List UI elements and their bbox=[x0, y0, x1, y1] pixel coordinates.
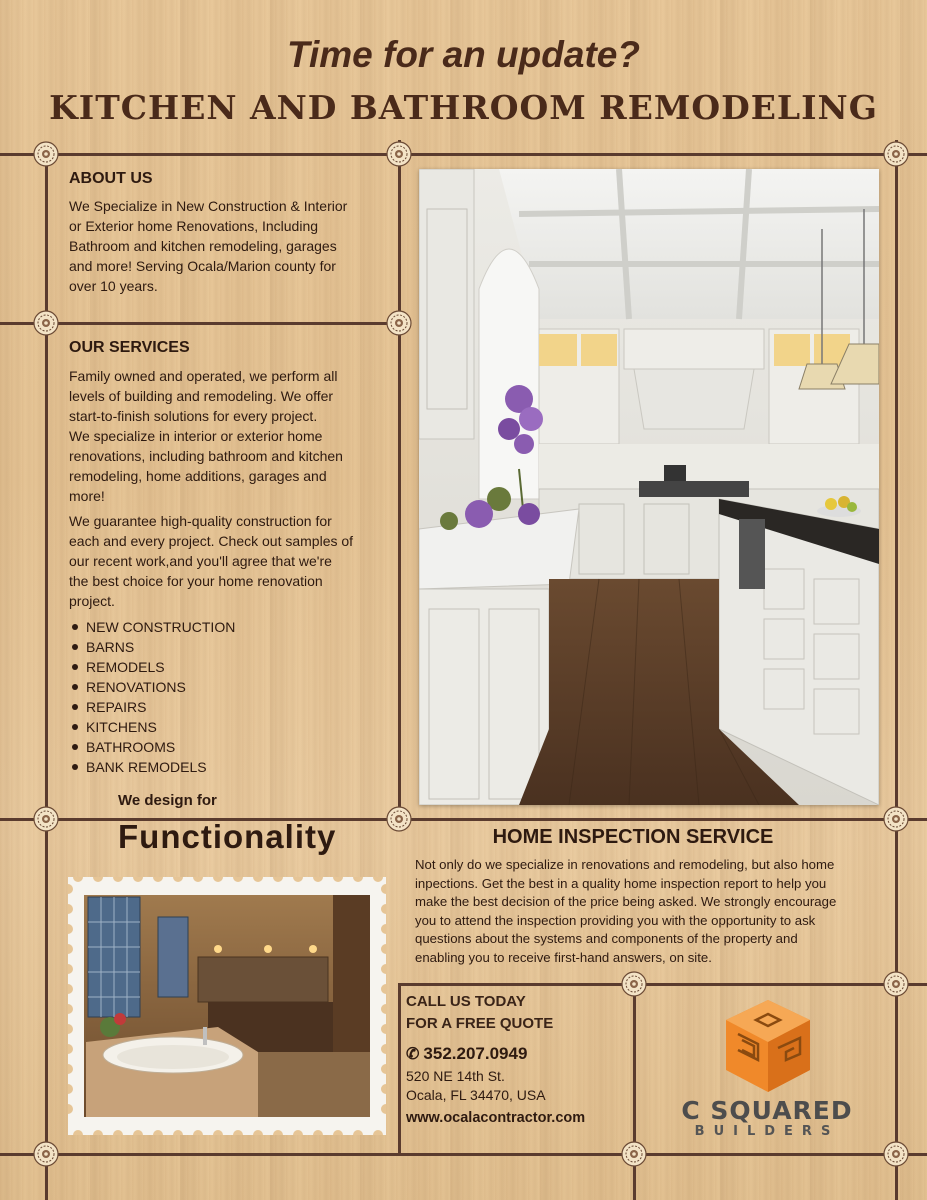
functionality-heading: Functionality bbox=[118, 818, 337, 855]
list-item: NEW CONSTRUCTION bbox=[72, 617, 235, 637]
address-line-1: 520 NE 14th St. bbox=[406, 1068, 505, 1084]
phone-number[interactable] bbox=[406, 1044, 527, 1064]
text-line: We guarantee high-quality construction for bbox=[69, 513, 332, 529]
frame-line-center bbox=[398, 140, 401, 820]
rosette-ornament bbox=[386, 310, 412, 336]
page-title: KITCHEN AND BATHROOM REMODELING bbox=[49, 88, 878, 127]
text-line: We specialize in interior or exterior home bbox=[69, 428, 323, 444]
rosette-ornament bbox=[33, 310, 59, 336]
inspection-title: HOME INSPECTION SERVICE bbox=[492, 826, 774, 848]
rosette-ornament bbox=[33, 141, 59, 167]
text-line: our recent work,and you'll agree that we're bbox=[69, 553, 332, 569]
rosette-ornament bbox=[33, 1141, 59, 1167]
address-line-2: Ocala, FL 34470, USA bbox=[406, 1087, 546, 1103]
text-line: project. bbox=[69, 593, 115, 609]
design-lead-text: We design for bbox=[118, 792, 217, 809]
rosette-ornament bbox=[883, 1141, 909, 1167]
frame-line-contact-left bbox=[398, 983, 401, 1153]
list-item: BARNS bbox=[72, 637, 235, 657]
list-item: REPAIRS bbox=[72, 697, 235, 717]
brand-name: C SQUARED bbox=[681, 1096, 853, 1125]
rosette-ornament bbox=[386, 141, 412, 167]
text-line: levels of building and remodeling. We offer bbox=[69, 388, 334, 404]
rosette-ornament bbox=[883, 806, 909, 832]
text-line: remodeling, home additions, garages and bbox=[69, 468, 327, 484]
text-line: and more! Serving Ocala/Marion county for bbox=[69, 258, 336, 274]
text-line: each and every project. Check out samples of bbox=[69, 533, 354, 549]
kitchen-photo bbox=[419, 169, 879, 805]
website-link[interactable]: www.ocalacontractor.com bbox=[406, 1110, 586, 1126]
services-list bbox=[72, 617, 235, 777]
phone-icon: ✆ bbox=[406, 1046, 420, 1063]
list-item: KITCHENS bbox=[72, 717, 235, 737]
frame-line-contact-top bbox=[398, 983, 927, 986]
rosette-ornament bbox=[33, 806, 59, 832]
services-paragraph-1 bbox=[69, 366, 389, 506]
text-line: inpections. Get the best in a quality home inspection report to help you bbox=[415, 875, 827, 891]
text-line: Family owned and operated, we perform all bbox=[69, 368, 338, 384]
text-line: enabling you to receive first-hand answers, on site. bbox=[415, 949, 712, 965]
call-to-action-line-1: CALL US TODAY bbox=[406, 993, 526, 1010]
about-title: ABOUT US bbox=[69, 170, 153, 187]
text-line: or Exterior home Renovations, Including bbox=[69, 218, 319, 234]
text-line: We Specialize in New Construction & Interior bbox=[69, 198, 348, 214]
list-item: BANK REMODELS bbox=[72, 757, 235, 777]
text-line: Not only do we specialize in renovations and remodeling, but also home bbox=[415, 857, 835, 872]
phone-number-text: 352.207.0949 bbox=[423, 1044, 528, 1063]
text-line: renovations, including bathroom and kitchen bbox=[69, 448, 343, 464]
services-paragraph-2 bbox=[69, 511, 389, 611]
rosette-ornament bbox=[883, 971, 909, 997]
list-item: REMODELS bbox=[72, 657, 235, 677]
brand-subtitle: BUILDERS bbox=[694, 1124, 840, 1139]
text-line: more! bbox=[69, 488, 105, 504]
text-line: over 10 years. bbox=[69, 278, 158, 294]
bathroom-photo-stamp bbox=[68, 877, 386, 1135]
services-title: OUR SERVICES bbox=[69, 339, 190, 356]
rosette-ornament bbox=[386, 806, 412, 832]
call-to-action-line-2: FOR A FREE QUOTE bbox=[406, 1015, 554, 1032]
frame-line-top bbox=[0, 153, 927, 156]
frame-line-right bbox=[895, 140, 898, 1200]
inspection-text bbox=[415, 856, 880, 967]
frame-line-bottom bbox=[0, 1153, 927, 1156]
rosette-ornament bbox=[883, 141, 909, 167]
frame-line-about-bottom bbox=[0, 322, 410, 325]
frame-line-contact-divider bbox=[633, 983, 636, 1200]
text-line: you to attend the inspection providing you with the opportunity to ask bbox=[415, 912, 816, 928]
text-line: Bathroom and kitchen remodeling, garages bbox=[69, 238, 337, 254]
text-line: questions about the systems and components of the property and bbox=[415, 931, 798, 946]
rosette-ornament bbox=[621, 971, 647, 997]
text-line: start-to-finish solutions for every project. bbox=[69, 408, 318, 424]
list-item: RENOVATIONS bbox=[72, 677, 235, 697]
text-line: the best choice for your home renovation bbox=[69, 573, 323, 589]
text-line: make the best decision of the price being asked. We strongly encourage bbox=[415, 894, 837, 909]
rosette-ornament bbox=[621, 1141, 647, 1167]
about-text bbox=[69, 196, 389, 296]
list-item: BATHROOMS bbox=[72, 737, 235, 757]
headline: Time for an update? bbox=[287, 34, 640, 75]
